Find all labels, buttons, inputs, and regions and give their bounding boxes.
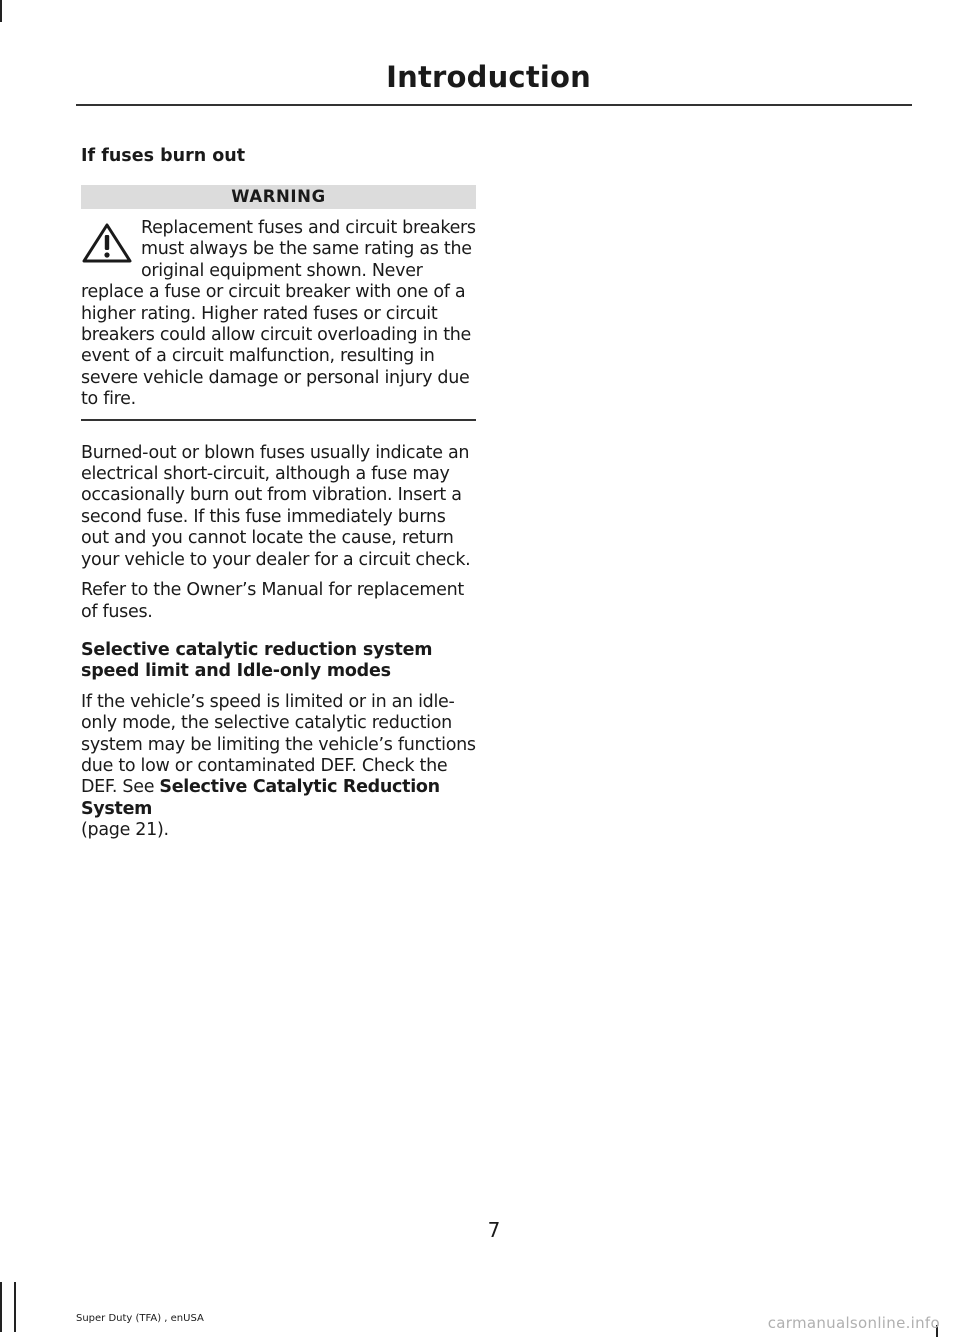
- body-paragraph: Burned-out or blown fuses usually indicate an electrical short-circuit, although a fuse may occasionally burn out from vibration. Insert a second fuse. If this fuse immediately burns out and you cannot locate the cause, return your vehicle to your dealer for a circuit check.: [81, 442, 471, 570]
- scr-text: If the vehicle’s speed is limited or in an idle-only mode, the selective catalytic reduction system may be limiting the vehicle’s functions due to low or contaminated DEF. Check the DEF. See: [81, 691, 476, 798]
- main-column: [81, 145, 476, 842]
- page-title: Introduction: [386, 60, 591, 94]
- cross-reference-link[interactable]: Selective Catalytic Reduction System: [81, 777, 440, 819]
- section-heading-scr: Selective catalytic reduction system speed limit and Idle-only modes: [81, 639, 433, 682]
- crop-mark: [14, 1282, 16, 1332]
- crop-mark: [0, 1282, 2, 1332]
- edition-label: Super Duty (TFA) , enUSA: [76, 1313, 204, 1324]
- header-divider: [76, 104, 912, 106]
- warning-box: [81, 218, 476, 411]
- warning-divider: [81, 419, 476, 421]
- warning-label: WARNING: [81, 185, 476, 209]
- crop-mark: [0, 0, 2, 22]
- warning-text: Replacement fuses and circuit breakers must always be the same rating as the original equipment shown. Never replace a fuse or circuit breaker with one of a higher rating. Higher rated fuses or circuit breakers could allow circuit overloading in the event of a circuit malfunction, resulting in severe vehicle damage or personal injury due to fire.: [81, 218, 476, 410]
- section-heading-fuses: If fuses burn out: [81, 146, 246, 166]
- page-reference: (page 21).: [81, 820, 169, 841]
- body-paragraph: Refer to the Owner’s Manual for replacement of fuses.: [81, 580, 464, 622]
- warning-triangle-icon: [81, 222, 133, 264]
- body-paragraph-scr: [81, 692, 476, 842]
- page-number: 7: [487, 1218, 501, 1242]
- watermark: carmanualsonline.info: [767, 1314, 940, 1332]
